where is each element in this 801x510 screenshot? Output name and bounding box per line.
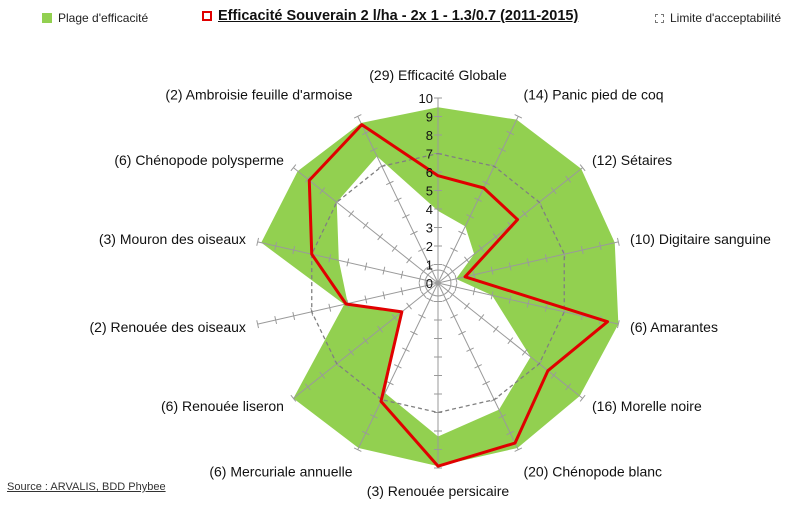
spoke-tick — [410, 231, 417, 234]
category-label: (6) Chénopode polysperme — [114, 152, 284, 169]
category-label: (29) Efficacité Globale — [369, 67, 507, 83]
category-label: (3) Mouron des oiseaux — [98, 231, 246, 248]
tick-label: 9 — [425, 109, 433, 125]
category-label: (10) Digitaire sanguine — [630, 231, 771, 248]
category-label: (3) Renouée persicaire — [366, 483, 510, 499]
category-label: (6) Mercuriale annuelle — [209, 463, 353, 480]
spoke-tick — [515, 448, 522, 451]
spoke-tick — [407, 303, 412, 309]
category-label: (14) Panic pied de coq — [523, 86, 664, 103]
spoke-tick — [410, 331, 417, 334]
tick-label: 7 — [425, 146, 433, 162]
spoke-tick — [442, 298, 449, 301]
spoke-tick — [394, 198, 401, 201]
spoke-tick — [580, 395, 585, 401]
tick-label: 0 — [425, 276, 433, 291]
spoke-tick — [450, 291, 455, 297]
spoke-tick — [458, 231, 465, 234]
spoke-tick — [522, 349, 527, 355]
spoke-tick — [402, 348, 409, 351]
spoke-tick — [392, 245, 397, 251]
category-label: (20) Chénopode blanc — [523, 463, 663, 480]
range-swatch — [42, 13, 52, 23]
spoke-tick — [363, 222, 368, 228]
spoke-tick — [464, 303, 469, 309]
spoke-tick — [508, 338, 513, 344]
spoke-tick — [354, 448, 361, 451]
spoke-tick — [467, 348, 474, 351]
source-note: Source : ARVALIS, BDD Phybee — [7, 481, 166, 493]
tick-label: 10 — [418, 91, 433, 106]
spoke-tick — [493, 326, 498, 332]
spoke-tick — [291, 165, 296, 171]
category-label: (12) Sétaires — [592, 152, 673, 169]
legend — [0, 8, 801, 32]
spoke-tick — [402, 215, 409, 218]
tick-label: 6 — [425, 165, 433, 180]
category-label: (6) Amarantes — [630, 318, 718, 335]
spoke-tick — [418, 315, 425, 318]
spoke-tick — [386, 381, 393, 384]
spoke-tick — [479, 314, 484, 320]
category-label: (6) Renouée liseron — [161, 397, 284, 414]
tick-label: 4 — [425, 202, 433, 217]
spoke-tick — [394, 365, 401, 368]
spoke-tick — [418, 248, 425, 251]
category-label: (2) Ambroisie feuille d'armoise — [165, 86, 353, 103]
spoke-tick — [458, 331, 465, 334]
legend-range-label: Plage d'efficacité — [58, 11, 149, 25]
spoke-tick — [426, 298, 433, 301]
tick-label: 2 — [425, 239, 433, 254]
tick-label: 5 — [425, 183, 433, 199]
spoke-tick — [450, 248, 457, 251]
legend-series-title: Efficacité Souverain 2 l/ha - 2x 1 - 1.3/0.7 (2011-2015) — [218, 8, 579, 24]
spoke-tick — [515, 115, 522, 118]
legend-series-item — [202, 8, 578, 24]
spoke-tick — [378, 234, 383, 240]
tick-label: 8 — [425, 128, 433, 143]
spoke-tick — [386, 181, 393, 184]
tick-label: 1 — [425, 257, 433, 273]
tick-label: 3 — [425, 220, 433, 236]
legend-range-item — [42, 11, 148, 25]
spoke-tick — [450, 268, 455, 274]
spoke-tick — [475, 365, 482, 368]
category-label: (16) Morelle noire — [592, 397, 702, 414]
series-swatch — [202, 11, 212, 21]
spoke-tick — [407, 257, 412, 263]
spoke-tick — [442, 265, 449, 268]
limit-swatch — [655, 14, 664, 23]
spoke-tick — [354, 115, 361, 118]
category-label: (2) Renouée des oiseaux — [89, 318, 246, 335]
legend-limit-item — [655, 11, 781, 25]
spoke-tick — [450, 315, 457, 318]
spoke-tick — [483, 381, 490, 384]
legend-limit-label: Limite d'acceptabilité — [670, 11, 782, 25]
spoke-tick — [421, 291, 426, 297]
spoke-tick — [349, 211, 354, 217]
spoke-tick — [464, 257, 469, 263]
